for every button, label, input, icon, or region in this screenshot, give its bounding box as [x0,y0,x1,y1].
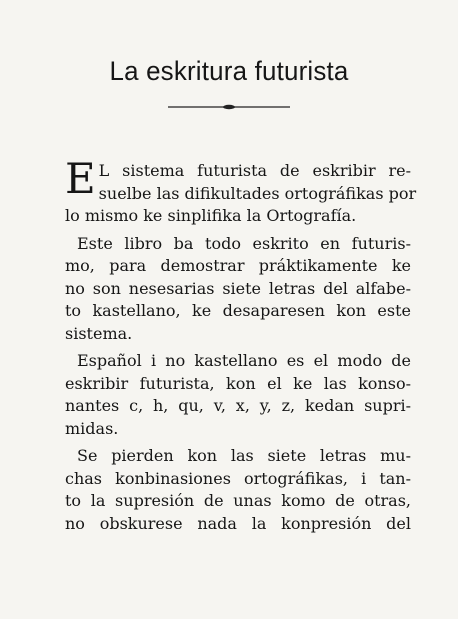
text-line: no son nesesarias siete letras del alfabe- [65,278,411,298]
text-line: nantes c, h, qu, v, x, y, z, kedan supri- [65,396,411,415]
text-line: no obskurese nada la konpresión del [65,513,411,533]
text-line: L sistema futurista de eskribir re- [98,161,411,180]
text-line: eskribir futurista, kon el ke las konso- [65,373,411,393]
text-line: lo mismo ke sinplifika la Ortografía. [65,206,357,225]
text-line: Español i no kastellano es el modo de [77,351,411,370]
body-text [65,154,417,535]
paragraph [65,233,411,346]
text-line: to kastellano, ke desaparesen kon este [65,301,411,320]
paragraph [65,445,411,535]
drop-cap: E [65,154,96,203]
text-line: chas konbinasiones ortográfikas, i tan- [65,468,411,488]
text-line: Este libro ba todo eskrito en futuris- [77,233,411,253]
page-title: La eskritura futurista [109,56,349,86]
text-line: mo, para demostrar práktikamente ke [65,256,411,275]
text-line: midas. [65,418,119,438]
text-line: suelbe las difikultades ortográfikas por [98,183,417,203]
paragraph [65,350,411,440]
text-line: Se pierden kon las siete letras mu- [77,446,411,465]
text-line: to la supresión de unas komo de otras, [65,491,411,510]
title-ornament-rule [168,103,290,111]
paragraph [65,154,417,228]
text-line: sistema. [65,323,133,343]
